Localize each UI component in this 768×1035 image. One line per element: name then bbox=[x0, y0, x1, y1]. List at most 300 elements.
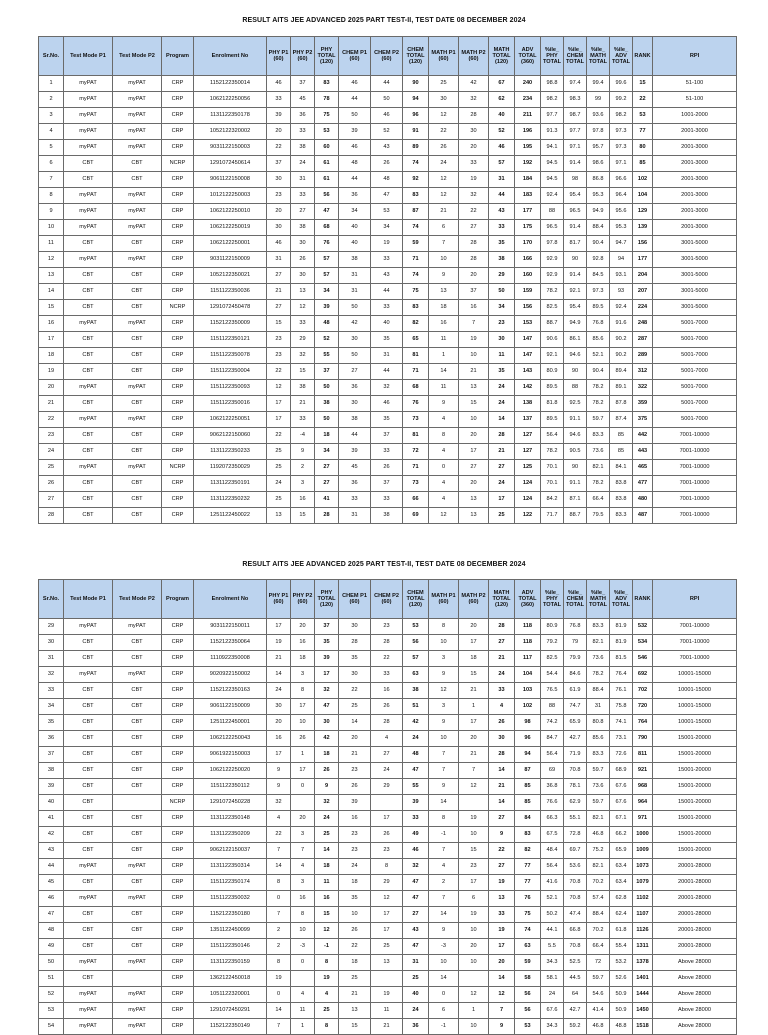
cell-chem-total: 94 bbox=[403, 92, 429, 108]
cell-pctile-adv: 96.6 bbox=[610, 172, 633, 188]
cell-rpi: 2001-3000 bbox=[653, 140, 737, 156]
cell-pctile-phy: 67.5 bbox=[541, 827, 564, 843]
cell-rank: 322 bbox=[633, 380, 653, 396]
cell-chem-p1: 50 bbox=[339, 108, 371, 124]
cell-sr-no: 1 bbox=[39, 76, 64, 92]
column-header-rpi: RPI bbox=[653, 580, 737, 619]
column-header-program: Program bbox=[162, 580, 194, 619]
column-header-math-total: MATH TOTAL (120) bbox=[489, 580, 515, 619]
cell-adv-total: 85 bbox=[515, 795, 541, 811]
cell-phy-total: 76 bbox=[315, 236, 339, 252]
cell-enrolment-no: 1151122350146 bbox=[194, 939, 267, 955]
cell-pctile-phy: 56.4 bbox=[541, 428, 564, 444]
cell-math-p2: 27 bbox=[459, 220, 489, 236]
column-header-math-p1: MATH P1 (60) bbox=[429, 37, 459, 76]
cell-rpi: 5001-7000 bbox=[653, 380, 737, 396]
table-row bbox=[39, 763, 737, 779]
cell-sr-no: 44 bbox=[39, 859, 64, 875]
cell-math-p1: 9 bbox=[429, 396, 459, 412]
cell-test-mode-p1: CBT bbox=[64, 747, 113, 763]
cell-chem-p1: 31 bbox=[339, 268, 371, 284]
cell-math-total: 21 bbox=[489, 651, 515, 667]
cell-phy-p1: 25 bbox=[267, 444, 291, 460]
cell-rank: 764 bbox=[633, 715, 653, 731]
cell-enrolment-no: 1052122320002 bbox=[194, 124, 267, 140]
cell-rank: 1102 bbox=[633, 891, 653, 907]
cell-test-mode-p1: CBT bbox=[64, 731, 113, 747]
cell-adv-total: 87 bbox=[515, 763, 541, 779]
cell-program: CRP bbox=[162, 779, 194, 795]
cell-pctile-adv: 97.1 bbox=[610, 156, 633, 172]
cell-program: CRP bbox=[162, 827, 194, 843]
cell-program: CRP bbox=[162, 124, 194, 140]
cell-adv-total: 234 bbox=[515, 92, 541, 108]
cell-chem-p2: 17 bbox=[371, 811, 403, 827]
cell-adv-total: 156 bbox=[515, 300, 541, 316]
cell-chem-p1: 30 bbox=[339, 332, 371, 348]
cell-sr-no: 47 bbox=[39, 907, 64, 923]
table-row bbox=[39, 76, 737, 92]
cell-phy-total: 12 bbox=[315, 923, 339, 939]
cell-pctile-chem: 79.9 bbox=[564, 651, 587, 667]
cell-pctile-chem: 98.3 bbox=[564, 92, 587, 108]
cell-program: NCRP bbox=[162, 460, 194, 476]
cell-enrolment-no: 1351122450099 bbox=[194, 923, 267, 939]
cell-math-p2: 17 bbox=[459, 635, 489, 651]
cell-rpi: 5001-7000 bbox=[653, 412, 737, 428]
cell-chem-p1: 21 bbox=[339, 747, 371, 763]
table-row bbox=[39, 699, 737, 715]
cell-pctile-chem: 94.9 bbox=[564, 316, 587, 332]
cell-test-mode-p1: CBT bbox=[64, 444, 113, 460]
cell-test-mode-p1: myPAT bbox=[64, 124, 113, 140]
cell-rpi: 5001-7000 bbox=[653, 348, 737, 364]
cell-enrolment-no: 1131122350159 bbox=[194, 955, 267, 971]
cell-phy-total: 19 bbox=[315, 971, 339, 987]
column-header-rank: RANK bbox=[633, 580, 653, 619]
cell-test-mode-p2: myPAT bbox=[113, 859, 162, 875]
column-header-phy-p2: PHY P2 (60) bbox=[291, 37, 315, 76]
cell-rpi: 10001-15000 bbox=[653, 667, 737, 683]
cell-rank: 204 bbox=[633, 268, 653, 284]
cell-chem-p1: 13 bbox=[339, 1003, 371, 1019]
cell-phy-p1: 8 bbox=[267, 875, 291, 891]
cell-test-mode-p1: myPAT bbox=[64, 108, 113, 124]
column-header-pctile-adv: %ile_ ADV TOTAL bbox=[610, 580, 633, 619]
cell-math-p1: 9 bbox=[429, 667, 459, 683]
cell-math-p1: 0 bbox=[429, 460, 459, 476]
cell-phy-p2: 18 bbox=[291, 651, 315, 667]
cell-phy-p2: 10 bbox=[291, 923, 315, 939]
cell-rank: 156 bbox=[633, 236, 653, 252]
cell-pctile-math: 46.8 bbox=[587, 827, 610, 843]
cell-phy-total: 75 bbox=[315, 108, 339, 124]
table-row bbox=[39, 939, 737, 955]
cell-chem-p2: 29 bbox=[371, 779, 403, 795]
cell-program: CRP bbox=[162, 635, 194, 651]
cell-phy-p2: 1 bbox=[291, 1019, 315, 1035]
cell-math-p2: 10 bbox=[459, 955, 489, 971]
table-row bbox=[39, 619, 737, 635]
cell-adv-total: 103 bbox=[515, 683, 541, 699]
cell-adv-total: 211 bbox=[515, 108, 541, 124]
cell-pctile-adv: 65.9 bbox=[610, 843, 633, 859]
table-row bbox=[39, 460, 737, 476]
cell-chem-total: 53 bbox=[403, 619, 429, 635]
cell-rpi: 10001-15000 bbox=[653, 683, 737, 699]
cell-chem-total: 74 bbox=[403, 268, 429, 284]
table-row bbox=[39, 412, 737, 428]
cell-math-p2: 21 bbox=[459, 683, 489, 699]
cell-pctile-chem: 44.5 bbox=[564, 971, 587, 987]
cell-math-p2: 15 bbox=[459, 843, 489, 859]
cell-test-mode-p2: myPAT bbox=[113, 220, 162, 236]
cell-program: CRP bbox=[162, 204, 194, 220]
cell-math-p1: 0 bbox=[429, 987, 459, 1003]
cell-test-mode-p1: myPAT bbox=[64, 1019, 113, 1035]
cell-phy-total: 57 bbox=[315, 268, 339, 284]
cell-phy-p1: 7 bbox=[267, 1019, 291, 1035]
cell-rpi: 15001-20000 bbox=[653, 811, 737, 827]
cell-phy-total: 30 bbox=[315, 715, 339, 731]
cell-rank: 359 bbox=[633, 396, 653, 412]
cell-math-p2: 10 bbox=[459, 827, 489, 843]
column-header-rank: RANK bbox=[633, 37, 653, 76]
cell-adv-total: 127 bbox=[515, 428, 541, 444]
cell-math-total: 33 bbox=[489, 220, 515, 236]
cell-rank: 207 bbox=[633, 284, 653, 300]
cell-chem-p2: 31 bbox=[371, 348, 403, 364]
cell-pctile-chem: 70.8 bbox=[564, 763, 587, 779]
cell-rpi: 15001-20000 bbox=[653, 747, 737, 763]
cell-math-p2: 1 bbox=[459, 1003, 489, 1019]
cell-phy-p1: 16 bbox=[267, 731, 291, 747]
table-row bbox=[39, 843, 737, 859]
cell-phy-total: 56 bbox=[315, 188, 339, 204]
cell-math-p2: 19 bbox=[459, 907, 489, 923]
cell-phy-total: 41 bbox=[315, 492, 339, 508]
cell-phy-total: 18 bbox=[315, 747, 339, 763]
cell-math-total: 29 bbox=[489, 268, 515, 284]
cell-pctile-chem: 72.8 bbox=[564, 827, 587, 843]
cell-sr-no: 6 bbox=[39, 156, 64, 172]
cell-phy-total: 34 bbox=[315, 284, 339, 300]
column-header-test-mode-p2: Test Mode P2 bbox=[113, 37, 162, 76]
cell-phy-p2: 38 bbox=[291, 220, 315, 236]
cell-phy-p1: 17 bbox=[267, 747, 291, 763]
cell-pctile-adv: 62.8 bbox=[610, 891, 633, 907]
cell-pctile-chem: 84.6 bbox=[564, 667, 587, 683]
cell-sr-no: 5 bbox=[39, 140, 64, 156]
cell-pctile-adv: 93 bbox=[610, 284, 633, 300]
column-header-pctile-math: %ile_ MATH TOTAL bbox=[587, 580, 610, 619]
cell-math-p1: 12 bbox=[429, 172, 459, 188]
cell-math-total: 19 bbox=[489, 875, 515, 891]
cell-program: CRP bbox=[162, 747, 194, 763]
cell-enrolment-no: 1131122350209 bbox=[194, 827, 267, 843]
cell-chem-total: 39 bbox=[403, 795, 429, 811]
cell-pctile-math: 93.6 bbox=[587, 108, 610, 124]
cell-math-p1: 9 bbox=[429, 923, 459, 939]
cell-enrolment-no: 1152122350064 bbox=[194, 635, 267, 651]
result-title-page-1: RESULT AITS JEE ADVANCED 2025 PART TEST-II, TEST DATE 08 DECEMBER 2024 bbox=[242, 17, 526, 24]
cell-phy-p2: 33 bbox=[291, 124, 315, 140]
cell-pctile-chem: 90 bbox=[564, 252, 587, 268]
cell-pctile-phy: 90.6 bbox=[541, 332, 564, 348]
cell-phy-p2: 12 bbox=[291, 300, 315, 316]
cell-rank: 22 bbox=[633, 92, 653, 108]
cell-sr-no: 36 bbox=[39, 731, 64, 747]
cell-pctile-adv: 95.6 bbox=[610, 204, 633, 220]
cell-math-total: 24 bbox=[489, 396, 515, 412]
cell-pctile-phy: 74.2 bbox=[541, 715, 564, 731]
cell-pctile-math: 88.4 bbox=[587, 220, 610, 236]
cell-phy-p1: 25 bbox=[267, 460, 291, 476]
cell-math-p1: 3 bbox=[429, 699, 459, 715]
cell-rpi: 15001-20000 bbox=[653, 763, 737, 779]
cell-math-p1: 7 bbox=[429, 763, 459, 779]
cell-pctile-adv: 90.2 bbox=[610, 348, 633, 364]
cell-test-mode-p2: CBT bbox=[113, 907, 162, 923]
cell-rpi: 2001-3000 bbox=[653, 156, 737, 172]
cell-rank: 287 bbox=[633, 332, 653, 348]
cell-test-mode-p1: CBT bbox=[64, 156, 113, 172]
cell-chem-total: 40 bbox=[403, 987, 429, 1003]
column-header-chem-p2: CHEM P2 (60) bbox=[371, 580, 403, 619]
cell-test-mode-p2: myPAT bbox=[113, 460, 162, 476]
cell-chem-total: 55 bbox=[403, 779, 429, 795]
cell-adv-total: 143 bbox=[515, 364, 541, 380]
cell-test-mode-p1: myPAT bbox=[64, 891, 113, 907]
cell-pctile-math: 59.7 bbox=[587, 795, 610, 811]
cell-pctile-chem: 47.4 bbox=[564, 907, 587, 923]
cell-pctile-phy: 76.5 bbox=[541, 683, 564, 699]
cell-phy-p2: 20 bbox=[291, 811, 315, 827]
cell-adv-total: 96 bbox=[515, 731, 541, 747]
cell-pctile-adv: 61.8 bbox=[610, 923, 633, 939]
cell-rank: 1311 bbox=[633, 939, 653, 955]
cell-pctile-math: 46.8 bbox=[587, 1019, 610, 1035]
table-row bbox=[39, 987, 737, 1003]
cell-adv-total: 137 bbox=[515, 412, 541, 428]
cell-rpi: 15001-20000 bbox=[653, 779, 737, 795]
cell-math-p2: 15 bbox=[459, 667, 489, 683]
cell-enrolment-no: 1291072450291 bbox=[194, 1003, 267, 1019]
cell-math-p2: 10 bbox=[459, 1019, 489, 1035]
cell-chem-p2: 12 bbox=[371, 891, 403, 907]
cell-chem-p1: 20 bbox=[339, 731, 371, 747]
cell-chem-total: 81 bbox=[403, 348, 429, 364]
cell-chem-total: 36 bbox=[403, 1019, 429, 1035]
cell-math-total: 17 bbox=[489, 939, 515, 955]
column-header-rpi: RPI bbox=[653, 37, 737, 76]
cell-pctile-math: 92.8 bbox=[587, 252, 610, 268]
cell-pctile-phy: 98.8 bbox=[541, 76, 564, 92]
cell-rank: 139 bbox=[633, 220, 653, 236]
cell-sr-no: 50 bbox=[39, 955, 64, 971]
cell-pctile-math: 59.7 bbox=[587, 763, 610, 779]
results-table-page-1 bbox=[38, 36, 737, 524]
cell-enrolment-no: 1151122350078 bbox=[194, 348, 267, 364]
cell-chem-p1: 25 bbox=[339, 971, 371, 987]
cell-enrolment-no: 1291072450478 bbox=[194, 300, 267, 316]
cell-test-mode-p1: CBT bbox=[64, 476, 113, 492]
cell-program: CRP bbox=[162, 220, 194, 236]
cell-pctile-chem: 81.7 bbox=[564, 236, 587, 252]
cell-phy-total: 53 bbox=[315, 124, 339, 140]
cell-math-total: 35 bbox=[489, 364, 515, 380]
cell-chem-p1: 31 bbox=[339, 508, 371, 524]
cell-enrolment-no: 1152122350014 bbox=[194, 76, 267, 92]
cell-chem-p1: 46 bbox=[339, 140, 371, 156]
cell-test-mode-p2: myPAT bbox=[113, 204, 162, 220]
cell-math-total: 38 bbox=[489, 252, 515, 268]
cell-sr-no: 14 bbox=[39, 284, 64, 300]
cell-enrolment-no: 1062122250056 bbox=[194, 92, 267, 108]
cell-adv-total: 118 bbox=[515, 619, 541, 635]
cell-rpi: 3001-5000 bbox=[653, 252, 737, 268]
cell-chem-total: 72 bbox=[403, 444, 429, 460]
cell-adv-total: 192 bbox=[515, 156, 541, 172]
cell-phy-total: 8 bbox=[315, 955, 339, 971]
cell-math-total: 17 bbox=[489, 492, 515, 508]
cell-test-mode-p1: myPAT bbox=[64, 316, 113, 332]
cell-pctile-adv: 87.8 bbox=[610, 396, 633, 412]
cell-chem-total: 90 bbox=[403, 76, 429, 92]
cell-sr-no: 31 bbox=[39, 651, 64, 667]
cell-adv-total: 240 bbox=[515, 76, 541, 92]
cell-math-total: 14 bbox=[489, 763, 515, 779]
cell-pctile-chem: 78.1 bbox=[564, 779, 587, 795]
cell-phy-total: 25 bbox=[315, 1003, 339, 1019]
cell-program: CRP bbox=[162, 619, 194, 635]
cell-phy-p2: 32 bbox=[291, 348, 315, 364]
column-header-phy-p1: PHY P1 (60) bbox=[267, 580, 291, 619]
cell-chem-p2: 33 bbox=[371, 300, 403, 316]
column-header-chem-p1: CHEM P1 (60) bbox=[339, 580, 371, 619]
cell-phy-p2: -3 bbox=[291, 939, 315, 955]
cell-program: CRP bbox=[162, 364, 194, 380]
column-header-test-mode-p2: Test Mode P2 bbox=[113, 580, 162, 619]
cell-chem-total: 24 bbox=[403, 1003, 429, 1019]
cell-chem-p2: 16 bbox=[371, 683, 403, 699]
cell-phy-total: 8 bbox=[315, 1019, 339, 1035]
cell-math-p1: 12 bbox=[429, 108, 459, 124]
cell-math-p1: 9 bbox=[429, 715, 459, 731]
cell-test-mode-p2: CBT bbox=[113, 827, 162, 843]
cell-rank: 971 bbox=[633, 811, 653, 827]
cell-pctile-phy: 96.5 bbox=[541, 220, 564, 236]
cell-pctile-adv: 76.1 bbox=[610, 683, 633, 699]
cell-test-mode-p1: CBT bbox=[64, 428, 113, 444]
cell-program: CRP bbox=[162, 188, 194, 204]
cell-enrolment-no: 1152122350009 bbox=[194, 316, 267, 332]
cell-test-mode-p1: CBT bbox=[64, 172, 113, 188]
cell-pctile-math: 89.5 bbox=[587, 300, 610, 316]
cell-rpi: 20001-28000 bbox=[653, 939, 737, 955]
cell-rpi: 5001-7000 bbox=[653, 316, 737, 332]
cell-phy-total: 48 bbox=[315, 316, 339, 332]
cell-program: CRP bbox=[162, 348, 194, 364]
cell-chem-total: 81 bbox=[403, 428, 429, 444]
cell-phy-p2: 17 bbox=[291, 763, 315, 779]
table-row bbox=[39, 923, 737, 939]
cell-test-mode-p1: CBT bbox=[64, 508, 113, 524]
cell-sr-no: 4 bbox=[39, 124, 64, 140]
cell-phy-p1: 33 bbox=[267, 92, 291, 108]
cell-enrolment-no: 9061122150008 bbox=[194, 172, 267, 188]
cell-pctile-phy: 94.5 bbox=[541, 172, 564, 188]
cell-math-total: 7 bbox=[489, 1003, 515, 1019]
cell-program: CRP bbox=[162, 699, 194, 715]
cell-math-p2: 37 bbox=[459, 284, 489, 300]
cell-sr-no: 34 bbox=[39, 699, 64, 715]
cell-phy-total: 9 bbox=[315, 779, 339, 795]
cell-phy-p2: 33 bbox=[291, 188, 315, 204]
column-header-math-total: MATH TOTAL (120) bbox=[489, 37, 515, 76]
cell-phy-p1: 19 bbox=[267, 635, 291, 651]
cell-pctile-adv: 55.4 bbox=[610, 939, 633, 955]
cell-rpi: 15001-20000 bbox=[653, 795, 737, 811]
cell-enrolment-no: 1051122320001 bbox=[194, 987, 267, 1003]
cell-chem-p1: 30 bbox=[339, 619, 371, 635]
cell-sr-no: 30 bbox=[39, 635, 64, 651]
cell-rank: 1450 bbox=[633, 1003, 653, 1019]
cell-rpi: 2001-3000 bbox=[653, 220, 737, 236]
cell-pctile-adv: 72.6 bbox=[610, 747, 633, 763]
cell-test-mode-p1: myPAT bbox=[64, 412, 113, 428]
cell-adv-total: 147 bbox=[515, 332, 541, 348]
cell-adv-total: 76 bbox=[515, 891, 541, 907]
table-row bbox=[39, 428, 737, 444]
cell-pctile-chem: 76.8 bbox=[564, 619, 587, 635]
cell-math-p1: 25 bbox=[429, 76, 459, 92]
cell-pctile-chem: 55.1 bbox=[564, 811, 587, 827]
cell-pctile-math: 86.8 bbox=[587, 172, 610, 188]
cell-test-mode-p2: myPAT bbox=[113, 955, 162, 971]
column-header-chem-p2: CHEM P2 (60) bbox=[371, 37, 403, 76]
cell-rank: 465 bbox=[633, 460, 653, 476]
cell-adv-total: 53 bbox=[515, 1019, 541, 1035]
cell-pctile-chem: 70.8 bbox=[564, 891, 587, 907]
cell-phy-p1: 25 bbox=[267, 492, 291, 508]
cell-chem-p2: 32 bbox=[371, 380, 403, 396]
table-row bbox=[39, 220, 737, 236]
column-header-math-p1: MATH P1 (60) bbox=[429, 580, 459, 619]
cell-phy-total: 37 bbox=[315, 364, 339, 380]
cell-pctile-adv: 89.1 bbox=[610, 380, 633, 396]
cell-phy-p2: 26 bbox=[291, 731, 315, 747]
cell-phy-p1: 23 bbox=[267, 348, 291, 364]
cell-chem-total: 47 bbox=[403, 875, 429, 891]
cell-rpi: 20001-28000 bbox=[653, 923, 737, 939]
cell-math-total: 27 bbox=[489, 859, 515, 875]
cell-enrolment-no: 1152122350180 bbox=[194, 907, 267, 923]
cell-math-p1: 7 bbox=[429, 747, 459, 763]
cell-sr-no: 43 bbox=[39, 843, 64, 859]
cell-adv-total: 195 bbox=[515, 140, 541, 156]
cell-pctile-math: 98.6 bbox=[587, 156, 610, 172]
cell-pctile-math: 41.4 bbox=[587, 1003, 610, 1019]
cell-phy-total: 17 bbox=[315, 667, 339, 683]
cell-math-p1: 12 bbox=[429, 188, 459, 204]
cell-math-total: 21 bbox=[489, 779, 515, 795]
cell-adv-total: 127 bbox=[515, 444, 541, 460]
cell-pctile-phy: 89.5 bbox=[541, 380, 564, 396]
cell-rpi: 20001-28000 bbox=[653, 859, 737, 875]
cell-math-p2: 15 bbox=[459, 396, 489, 412]
cell-test-mode-p2: myPAT bbox=[113, 1019, 162, 1035]
